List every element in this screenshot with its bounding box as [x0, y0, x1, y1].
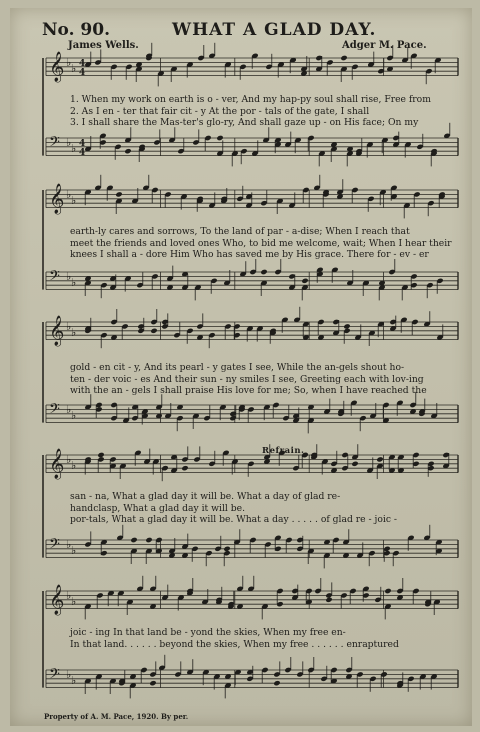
lyric-line: earth-ly cares and sorrows, To the land of par - a-dise; When I reach that	[70, 226, 410, 237]
svg-text:♭: ♭	[71, 142, 77, 155]
lyric-line: meet the friends and loved ones Who, to bid me welcome, wait; When I hear their	[70, 237, 452, 249]
svg-text:♭: ♭	[71, 194, 77, 207]
svg-text:𝄢: 𝄢	[49, 666, 60, 686]
lyric-line: 3. I shall share the Mas-ter's glo-ry, And shall gaze up - on His face; On my	[70, 117, 419, 128]
lyrics-system-4	[70, 491, 454, 526]
svg-text:♭: ♭	[66, 136, 72, 149]
svg-text:4: 4	[79, 148, 86, 158]
copyright-footer: Property of A. M. Pace, 1920. By per.	[44, 712, 189, 721]
svg-text:𝄢: 𝄢	[49, 536, 60, 556]
svg-text:𝄞: 𝄞	[49, 449, 65, 479]
svg-text:♭: ♭	[66, 668, 72, 681]
lyric-line: ten - der voic - es And their sun - ny smiles I see, Greeting each with lov-ing	[70, 373, 424, 385]
svg-text:♭: ♭	[71, 459, 77, 472]
lyrics-system-2	[70, 226, 454, 261]
lyricist-credit: James Wells.	[68, 40, 139, 51]
svg-text:𝄞: 𝄞	[49, 585, 65, 615]
lyric-line: with the an - gels I shall praise His love for me; So, when I have reached the	[70, 385, 427, 396]
svg-text:4: 4	[79, 59, 86, 69]
svg-text:♭: ♭	[66, 270, 72, 283]
lyric-line: por-tals, What a glad day it will be. What a day . . . . . of glad re - joic -	[70, 514, 398, 525]
lyric-line: knees I shall a - dore Him Who has saved me by His grace. There for - ev - er	[70, 249, 429, 260]
svg-text:♭: ♭	[71, 544, 77, 557]
lyric-line: 1. When my work on earth is o - ver, And my hap-py soul shall rise, Free from	[70, 94, 431, 105]
svg-text:♭: ♭	[66, 589, 72, 602]
lyric-line: In that land. . . . . . beyond the skies, When my free . . . . . . enraptured	[70, 638, 399, 650]
svg-text:♭: ♭	[66, 188, 72, 201]
svg-text:♭: ♭	[66, 320, 72, 333]
svg-text:𝄢: 𝄢	[49, 268, 60, 288]
svg-text:4: 4	[79, 68, 86, 78]
svg-text:♭: ♭	[71, 409, 77, 422]
lyric-line: handclasp, What a glad day it will be.	[70, 502, 245, 514]
lyrics-system-3	[70, 362, 454, 397]
svg-text:𝄢: 𝄢	[49, 134, 60, 154]
svg-text:♭: ♭	[71, 62, 77, 75]
refrain-label: Refrain.	[262, 446, 305, 456]
lyric-line: joic - ing In that land be - yond the skies, When my free en-	[70, 627, 346, 638]
lyric-line: gold - en cit - y, And its pearl - y gates I see, While the an-gels shout ho-	[70, 362, 405, 373]
lyric-line: san - na, What a glad day it will be. What a day of glad re-	[70, 491, 341, 502]
svg-text:𝄢: 𝄢	[49, 401, 60, 421]
svg-text:♭: ♭	[71, 276, 77, 289]
svg-text:𝄞: 𝄞	[49, 184, 65, 214]
hymn-title: WHAT A GLAD DAY.	[172, 20, 377, 40]
lyrics-system-1	[70, 94, 454, 129]
lyrics-system-5	[70, 627, 454, 650]
svg-text:♭: ♭	[66, 56, 72, 69]
composer-credit: Adger M. Pace.	[342, 40, 427, 51]
hymn-number: No. 90.	[42, 20, 110, 40]
svg-text:♭: ♭	[66, 538, 72, 551]
svg-text:♭: ♭	[71, 674, 77, 687]
svg-text:♭: ♭	[66, 403, 72, 416]
svg-text:♭: ♭	[66, 453, 72, 466]
svg-text:𝄞: 𝄞	[49, 52, 65, 82]
svg-text:𝄞: 𝄞	[49, 316, 65, 346]
svg-text:♭: ♭	[71, 326, 77, 339]
svg-text:4: 4	[79, 139, 86, 149]
lyric-line: 2. As I en - ter that fair cit - y At the por - tals of the gate, I shall	[70, 105, 370, 117]
svg-text:♭: ♭	[71, 595, 77, 608]
